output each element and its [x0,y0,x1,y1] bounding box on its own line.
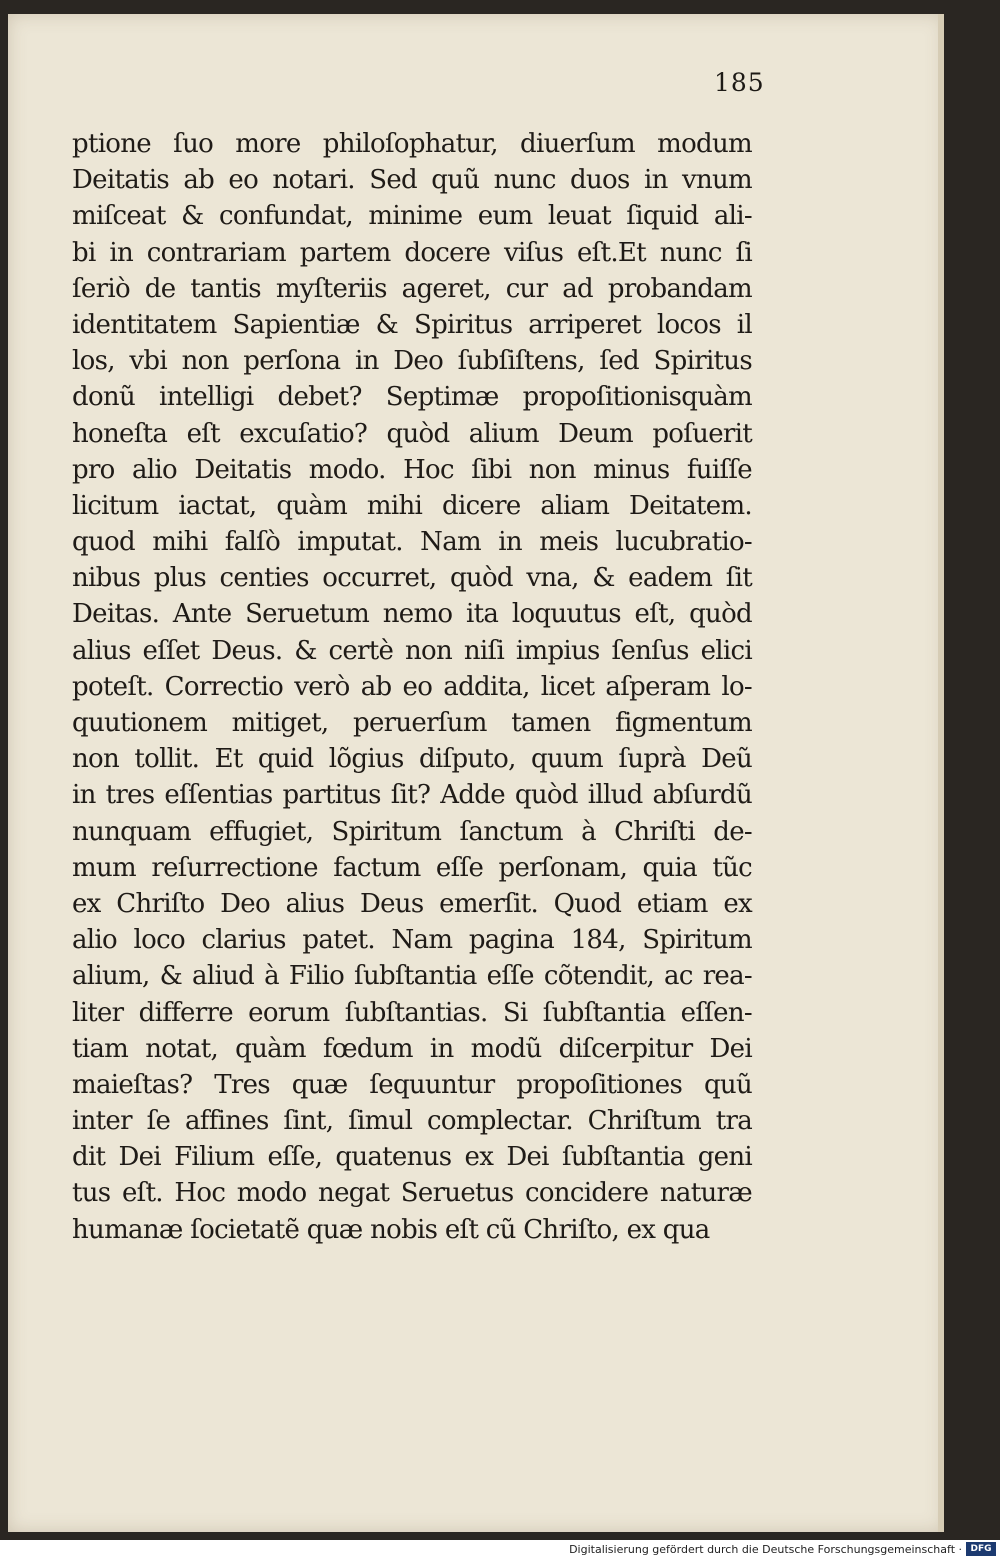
text-line: los, vbi non perſona in Deo ſubſiſtens, ſed Spiritus [72,346,752,377]
page-number: 185 [714,68,765,97]
text-line: tus eſt. Hoc modo negat Seruetus concidere naturæ [72,1178,752,1209]
text-line: maieſtas? Tres quæ ſequuntur propoſitiones quũ [72,1069,752,1100]
text-line: in tres eſſentias partitus ſit? Adde quòd illud abſurdũ [72,780,752,811]
text-line: ex Chriſto Deo alius Deus emerſit. Quod etiam ex [72,888,752,919]
text-line: inter ſe affines ſint, ſimul complectar. Chriſtum tra [72,1106,752,1137]
text-line: poteſt. Correctio verò ab eo addita, licet aſperam lo- [72,671,752,702]
text-line: miſceat & confundat, minime eum leuat ſiquid ali- [72,201,752,232]
text-line: nibus plus centies occurret, quòd vna, & eadem ſit [72,563,752,594]
text-line: humanæ ſocietatẽ quæ nobis eſt cũ Chriſto, ex qua [72,1214,710,1245]
text-line: Deitatis ab eo notari. Sed quũ nunc duos in vnum [72,165,752,196]
text-line: ſeriò de tantis myſteriis ageret, cur ad probandam [72,273,752,304]
text-line: nunquam effugiet, Spiritum ſanctum à Chriſti de- [72,816,752,847]
book-page [8,14,944,1532]
text-line: alio loco clarius patet. Nam pagina 184, Spiritum [72,925,752,956]
text-line: non tollit. Et quid lõgius diſputo, quum ſuprà Deũ [72,744,752,775]
text-line: quod mihi falſò imputat. Nam in meis lucubratio- [72,527,752,558]
body-text [72,126,752,1248]
funding-credit: Digitalisierung gefördert durch die Deutsche Forschungsgemeinschaft · [569,1543,962,1556]
text-line: alius eſſet Deus. & certè non niſi impius ſenſus elici [72,635,752,666]
text-line: identitatem Sapientiæ & Spiritus arriperet locos il [72,309,752,340]
text-line: ptione ſuo more philoſophatur, diuerſum modum [72,129,752,159]
text-line: mum reſurrectione factum eſſe perſonam, quia tũc [72,852,752,883]
text-line: alium, & aliud à Filio ſubſtantia eſſe cõtendit, ac rea- [72,961,752,992]
text-line: tiam notat, quàm fœdum in modũ diſcerpitur Dei [72,1033,752,1064]
dfg-logo: DFG [966,1542,996,1556]
text-line: pro alio Deitatis modo. Hoc ſibi non minus fuiſſe [72,454,752,485]
text-line: donũ intelligi debet? Septimæ propoſitionisquàm [72,382,752,413]
text-line: bi in contrariam partem docere viſus eſt.Et nunc ſi [72,237,752,268]
text-line: dit Dei Filium eſſe, quatenus ex Dei ſubſtantia geni [72,1142,752,1173]
text-line: honeſta eſt excuſatio? quòd alium Deum poſuerit [72,418,752,449]
text-line: licitum iactat, quàm mihi dicere aliam Deitatem. [72,490,752,521]
text-line: Deitas. Ante Seruetum nemo ita loquutus eſt, quòd [72,599,752,630]
text-line: liter differre eorum ſubſtantias. Si ſubſtantia eſſen- [72,997,752,1028]
text-line: quutionem mitiget, peruerſum tamen figmentum [72,708,752,738]
